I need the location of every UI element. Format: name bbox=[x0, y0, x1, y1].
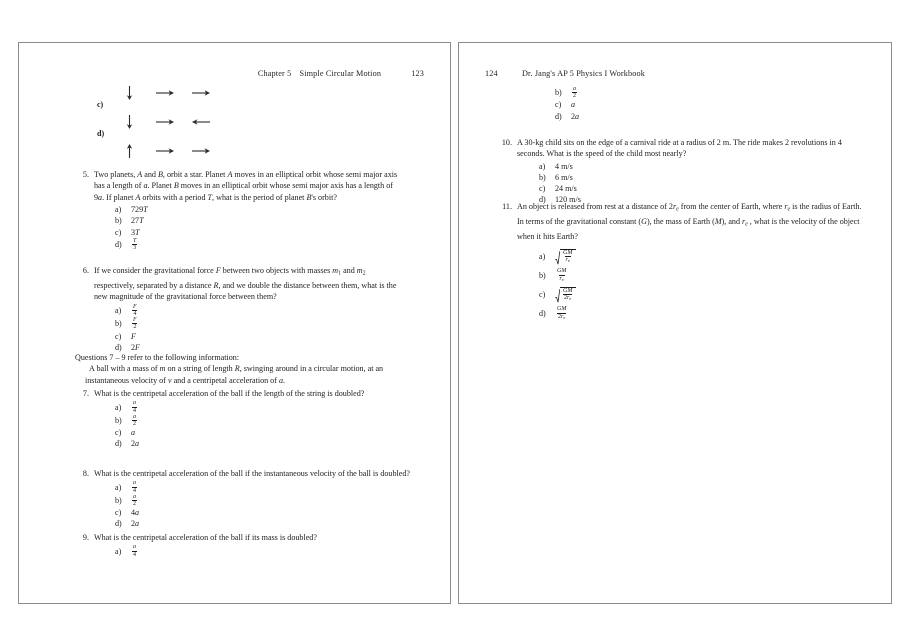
choice-c[interactable] bbox=[115, 331, 405, 342]
choice-label: b) bbox=[539, 271, 546, 281]
choice-c[interactable] bbox=[115, 427, 415, 438]
choice-label: b) bbox=[539, 173, 546, 183]
arrow-row-1 bbox=[111, 83, 219, 102]
question-9-number: 9. bbox=[82, 533, 89, 542]
question-6-choices bbox=[115, 304, 405, 353]
choice-value: a bbox=[571, 100, 576, 110]
question-10-number: 10. bbox=[501, 138, 512, 147]
choice-value: 120 m/s bbox=[555, 195, 581, 205]
choice-c[interactable] bbox=[539, 183, 865, 194]
choice-label: c) bbox=[115, 508, 122, 518]
radical-sign-icon bbox=[555, 288, 560, 303]
choice-value: 2 F bbox=[131, 342, 140, 352]
choice-value: 3 T bbox=[131, 227, 140, 237]
choice-value: a bbox=[131, 428, 136, 438]
question-9-continued-choices bbox=[515, 85, 855, 122]
choice-value: 2 a bbox=[571, 111, 580, 121]
question-8 bbox=[75, 468, 415, 530]
question-8-choices bbox=[115, 480, 415, 529]
choice-label: d) bbox=[115, 519, 122, 529]
choice-label: a) bbox=[539, 252, 546, 262]
choice-value: 2 a bbox=[131, 439, 140, 449]
choice-value bbox=[128, 544, 138, 557]
choice-a[interactable] bbox=[115, 204, 405, 215]
question-11-number: 11. bbox=[502, 202, 512, 211]
fraction: $\frac{GM}{2r_e}$ bbox=[557, 306, 567, 320]
arrow-right-icon bbox=[147, 88, 183, 98]
choice-value: 4 a bbox=[131, 508, 140, 518]
question-11 bbox=[495, 201, 870, 323]
arrow-down-icon bbox=[111, 114, 147, 130]
shared-stem-body: A ball with a mass of m on a string of length R, swinging around in a circular motion, at an instantaneous velocity of v and a centripetal acceleration of a. bbox=[85, 364, 384, 385]
question-9-choices bbox=[115, 544, 415, 557]
choice-d[interactable] bbox=[555, 111, 855, 122]
shared-stem-heading: Questions 7 – 9 refer to the following information: bbox=[75, 353, 240, 362]
arrow-up-icon bbox=[111, 143, 147, 159]
radical-sign-icon bbox=[555, 250, 560, 265]
question-6-number: 6. bbox=[82, 266, 89, 275]
choice-value: 729 T bbox=[131, 205, 148, 215]
choice-a[interactable] bbox=[115, 480, 415, 493]
choice-b[interactable] bbox=[115, 215, 405, 226]
fraction: $\frac{GM}{r_e}$ bbox=[557, 268, 567, 282]
page-left bbox=[18, 42, 451, 604]
choice-b[interactable] bbox=[539, 266, 870, 285]
arrow-right-icon bbox=[147, 146, 183, 156]
denominator: $r_e$ bbox=[559, 275, 564, 282]
fraction: $\frac{GM}{2r_e}$ bbox=[563, 288, 573, 302]
choice-b[interactable] bbox=[115, 317, 405, 330]
choice-c[interactable] bbox=[539, 285, 870, 304]
fraction: $\frac{a}{2}$ bbox=[133, 413, 136, 428]
square-root bbox=[555, 249, 576, 265]
choice-value bbox=[128, 414, 138, 427]
choice-label: c) bbox=[115, 227, 122, 237]
choice-value bbox=[128, 400, 138, 413]
choice-value: 4 m/s bbox=[555, 161, 573, 171]
question-8-stem: What is the centripetal acceleration of the ball if the instantaneous velocity of the ball is doubled? bbox=[94, 469, 410, 478]
running-head-title: Dr. Jang's AP 5 Physics I Workbook bbox=[521, 69, 645, 78]
running-head-page-number: 123 bbox=[411, 69, 424, 78]
fraction: $\frac{a}{4}$ bbox=[133, 480, 136, 494]
choice-label: a) bbox=[539, 161, 546, 171]
radicand bbox=[560, 249, 576, 265]
square-root bbox=[555, 287, 576, 303]
question-10-stem: A 30-kg child sits on the edge of a carnival ride at a radius of 2 m. The ride makes 2 revolutions in 4 seconds. What is the speed of the child most nearly? bbox=[517, 138, 842, 159]
choice-value bbox=[552, 306, 568, 321]
choice-label: d) bbox=[555, 111, 562, 121]
choice-label: a) bbox=[115, 305, 122, 315]
arrow-down-icon bbox=[111, 85, 147, 101]
choice-value bbox=[128, 480, 138, 493]
choice-a[interactable] bbox=[115, 544, 415, 557]
question-11-choices bbox=[539, 247, 870, 323]
choice-c[interactable] bbox=[115, 227, 405, 238]
choice-value bbox=[552, 268, 568, 283]
choice-value: F bbox=[131, 331, 136, 341]
choice-value: 24 m/s bbox=[555, 184, 577, 194]
choice-value bbox=[128, 238, 138, 251]
question-5 bbox=[75, 169, 405, 251]
choice-label: a) bbox=[115, 546, 122, 556]
denominator: $r_e$ bbox=[565, 257, 570, 264]
choice-value: 2 a bbox=[131, 519, 140, 529]
choice-c[interactable] bbox=[115, 507, 415, 518]
fraction: $\frac{F}{4}$ bbox=[133, 303, 137, 317]
choice-value bbox=[552, 249, 576, 265]
fraction: $\frac{a}{4}$ bbox=[133, 400, 136, 414]
question-7-choices bbox=[115, 400, 415, 449]
fraction: $\frac{a}{4}$ bbox=[133, 544, 136, 558]
denominator: $2r_e$ bbox=[558, 313, 566, 320]
arrow-right-icon bbox=[183, 88, 219, 98]
question-6 bbox=[75, 265, 405, 353]
choice-b[interactable] bbox=[555, 86, 855, 99]
choice-label: d) bbox=[115, 439, 122, 449]
running-head-right bbox=[485, 69, 673, 78]
question-11-stem: An object is released from rest at a distance of $2r_e$ from the center of Earth, where $r_e$ is the radius of Earth. In terms of the gravitational constant (G), the mass of Earth (M), and $r_e$ , what is the velocity of the object when it hits Earth? bbox=[517, 202, 862, 241]
choice-label: b) bbox=[115, 216, 122, 226]
choice-label: d) bbox=[539, 195, 546, 205]
denominator: $2r_e$ bbox=[564, 295, 572, 302]
choice-value bbox=[568, 86, 578, 99]
choice-label: d) bbox=[539, 309, 546, 319]
choice-label: c) bbox=[539, 290, 546, 300]
choice-value bbox=[552, 287, 576, 303]
arrow-option-label-c: c) bbox=[97, 100, 104, 109]
question-5-stem: Two planets, A and B, orbit a star. Planet A moves in an elliptical orbit whose semi major axis has a length of a. Planet B moves in an elliptical orbit whose semi major axis has a length of 9a. If planet A orbits with a period T, what is the period of planet B's orbit? bbox=[94, 170, 398, 202]
arrow-left-icon bbox=[183, 117, 219, 127]
question-5-choices bbox=[115, 204, 405, 251]
radicand bbox=[560, 287, 576, 303]
choice-label: d) bbox=[115, 342, 122, 352]
fraction: $\frac{GM}{r_e}$ bbox=[563, 250, 573, 264]
choice-label: b) bbox=[115, 415, 122, 425]
choice-d[interactable] bbox=[115, 238, 405, 251]
question-8-number: 8. bbox=[82, 469, 89, 478]
choice-label: b) bbox=[115, 495, 122, 505]
shared-stem-7-9 bbox=[75, 352, 415, 386]
question-7-stem: What is the centripetal acceleration of the ball if the length of the string is doubled? bbox=[94, 389, 365, 398]
choice-label: c) bbox=[555, 100, 562, 110]
choice-label: c) bbox=[539, 184, 546, 194]
choice-value bbox=[128, 304, 139, 317]
choice-label: c) bbox=[115, 428, 122, 438]
choice-value: 6 m/s bbox=[555, 173, 573, 183]
question-5-number: 5. bbox=[82, 170, 89, 179]
arrow-diagram bbox=[97, 83, 219, 160]
running-head-left bbox=[258, 69, 424, 78]
choice-b[interactable] bbox=[539, 172, 865, 183]
arrow-row-3 bbox=[111, 141, 219, 160]
question-6-stem: If we consider the gravitational force F between two objects with masses $m_1$ and $m_2$ respectively, separated by a distance R, and we double the distance between them, what is the new magnitude of the gravitational force between them? bbox=[94, 266, 397, 302]
choice-value bbox=[128, 317, 139, 330]
choice-c[interactable] bbox=[555, 99, 855, 110]
choice-a[interactable] bbox=[115, 304, 405, 317]
arrow-row-2 bbox=[111, 112, 219, 131]
fraction: $\frac{T}{3}$ bbox=[133, 237, 137, 252]
choice-value bbox=[128, 494, 138, 507]
arrow-right-icon bbox=[147, 117, 183, 127]
page-right bbox=[458, 42, 892, 604]
running-head-section: Simple Circular Motion bbox=[299, 69, 382, 78]
choice-label: b) bbox=[115, 319, 122, 329]
choice-a[interactable] bbox=[539, 247, 870, 266]
choice-d[interactable] bbox=[115, 518, 415, 529]
running-head-chapter: Chapter 5 bbox=[257, 69, 292, 78]
question-10 bbox=[495, 137, 865, 206]
choice-label: a) bbox=[115, 402, 122, 412]
question-7 bbox=[75, 388, 415, 450]
choice-label: c) bbox=[115, 331, 122, 341]
choice-label: d) bbox=[115, 239, 122, 249]
choice-b[interactable] bbox=[115, 414, 415, 427]
fraction: $\frac{F}{2}$ bbox=[133, 317, 137, 331]
arrow-right-icon bbox=[183, 146, 219, 156]
choice-d[interactable] bbox=[539, 304, 870, 323]
continued-choices bbox=[555, 86, 855, 122]
fraction: $\frac{a}{2}$ bbox=[133, 493, 136, 508]
question-10-choices bbox=[539, 161, 865, 206]
arrow-option-label-d: d) bbox=[97, 129, 105, 138]
question-7-number: 7. bbox=[82, 389, 89, 398]
choice-label: a) bbox=[115, 205, 122, 215]
fraction: $\frac{a}{2}$ bbox=[573, 86, 576, 100]
choice-b[interactable] bbox=[115, 494, 415, 507]
question-9 bbox=[75, 532, 415, 558]
choice-a[interactable] bbox=[539, 161, 865, 172]
question-9-stem: What is the centripetal acceleration of the ball if its mass is doubled? bbox=[94, 533, 317, 542]
choice-a[interactable] bbox=[115, 400, 415, 413]
choice-value: 27 T bbox=[131, 216, 144, 226]
running-head-page-number: 124 bbox=[485, 69, 498, 78]
choice-label: b) bbox=[555, 88, 562, 98]
choice-label: a) bbox=[115, 482, 122, 492]
choice-d[interactable] bbox=[115, 438, 415, 449]
